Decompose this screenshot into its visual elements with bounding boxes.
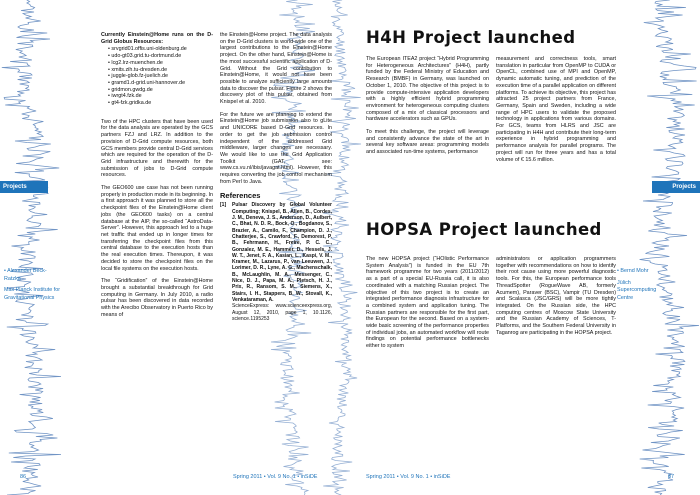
list-item: • gt4-fzk.gridka.de [108,100,213,107]
hopsa-column-1 [366,256,489,356]
page-number-left: 86 [20,474,27,480]
left-column-1 [101,32,213,324]
list-item: • juggle-glob.fz-juelich.de [108,73,213,80]
reference-item [220,202,332,322]
reference-source: ScienceExpress: www.scienceexpress.org, August 12, 2010, page 1, 10.1126, science.1195253 [232,303,332,322]
section-tab-right: Projects [652,181,700,193]
paragraph: The GEO600 use case has not been running properly in production mode in its beginning. In a first approach it was planned to store all the checkpoint files of the Einstein@Home client jobs (the GEO600 tasks) on a central database at the AIP, the so-called “AstroData-Server”. However, this approach led to a huge net traffic that ended up in longer times for transferring the checkpoint files from this central database to the execution hosts than the real execution times. Thereupon, it was decided to store the checkpoint files on the local file systems on the execution hosts. [101,185,213,272]
waveform-decoration-left [0,0,62,495]
section-tab-left: Projects [0,181,48,193]
author-affiliation: Jülich Supercomputing Centre [617,279,657,301]
resources-title: Currently Einstein@Home runs on the D-Grid Globus Resources: [101,32,213,45]
list-item: • lcg2.lrz-muenchen.de [108,60,213,67]
article-title-h4h: H4H Project launched [366,28,576,47]
left-column-2 [220,32,332,322]
paragraph: The “Gridification” of the Einstein@Home brought a substantial breakthrough for Grid computing in Germany. In July 2010, a radio pulsar has been discovered in data recorded with the Arecibo Observatory in Puerto Rico by means of [101,278,213,318]
paragraph: The European ITEA2 project “Hybrid Programming for Heterogeneous Architectures” (H4H), partly funded by the Federal Ministry of Education and Research (BMBF) in Germany, was launched on October 1, 2010. The objective of this project is to provide compute-intensive application developers with a highly efficient hybrid programming environment for heterogeneous computing clusters composed of a mix of classical processors and hardware accelerators such as GPUs. [366,56,489,123]
paragraph: measurement and correctness tools, smart translation in particular from OpenMP to CUDA or OpenCL, combined use of MPI and OpenMP, dynamic automatic tuning, and prediction of the execution time of a parallel application on different platforms. To achieve its objective, this project has attracted 25 project partners from France, Germany, Spain and Sweden, including a wide range of HPC users to validate the proposed technology in applications from various domains. For GCS, teams from HLRS and JSC are participating in H4H and contribute their long-term experience in hybrid programming and performance analysis for parallel programs. The project will run for three years and has a total volume of € 15.6 million. [496,56,616,163]
paragraph: To meet this challenge, the project will leverage and consistently advance the state of the art in several key software areas: programming models and associated run-time systems, performance [366,129,489,156]
list-item: • gramd1.d-grid.uni-hannover.de [108,80,213,87]
reference-number: [1] [220,202,227,209]
author-box-right [617,268,667,302]
author-affiliation: Max Planck Institute for Gravitational Physics [4,287,61,301]
reference-authors: Pulsar Discovery by Global Volunteer Computing; Knispel, B., Allen, B., Cordes, J. M., Deneva, J. S., Anderson, D., Aulbert, C., Bhat, N. D. R., Bock, O., Bogdanov, S., Brazier, A., Camilo, F., Champion, D. J., Chatterjee, S., Crawford, F., Demorest, P. B., Fehrmann, H., Freire, P. C. C., Gonzalez, M. E., Hammer, D., Hessels, J. W. T., Jenet, F. A., Kasian, L., Kaspi, V. M., Kramer, M., Lazarus, P., van Leeuwen, J., Lorimer, D. R., Lyne, A. G., Machenschalk, B., McLaughlin, M. A., Messenger, C., Nice, D. J., Papa, M. A., Pletsch, H. J., Prix, R., Ransom, S. M., Siemens, X., Stairs, I. H., Stappers, B. W., Stovall, K., Venkataraman, A. [232,202,332,303]
author-box-left [4,268,62,302]
footer-left: Spring 2011 • Vol. 9 No. 1 • inSiDE [233,474,318,480]
footer-right: Spring 2011 • Vol. 9 No. 1 • inSiDE [366,474,451,480]
list-item: • udo-gt03.grid.tu-dortmund.de [108,53,213,60]
h4h-column-2 [496,56,616,169]
paragraph: Two of the HPC clusters that have been used for the data analysis are operated by the GCS partners FZJ and LRZ. In addition to the provision of D-Grid compute resources, both GCS members provide central D-Grid services which are required for the operation of the D-Grid infrastructure and therewith for the submission of jobs to D-Grid compute resources. [101,118,213,179]
h4h-column-1 [366,56,489,162]
list-item: • gridmon.gwdg.de [108,87,213,94]
list-item: • srvgrid01.offis.uni-oldenburg.de [108,46,213,53]
waveform-decoration-right [638,0,700,495]
author-name: • Bernd Mohr [617,268,649,274]
list-item: • iwrgt4.fzk.de [108,93,213,100]
references-heading: References [220,191,261,201]
resources-list [101,46,213,106]
list-item: • xmits.zih.tu-dresden.de [108,67,213,74]
paragraph: administrators or application programmers together with recommendations on how to identify their root cause using more powerful diagnostic tools. For this, the European performance tools ThreadSpotter (RogueWave AB, formerly Acumem), Paraver (BSC), Vampir (TU Dresden) and Scalasca (JSC/GRS) will be more tightly integrated. On the Russian side, the HPC computing centres of Moscow State University and the Russian Academy of Sciences, T-Platforms, and the Southern Federal University in Taganrog are participating in the HOPSA project. [496,256,616,336]
paragraph: the Einstein@Home project. The data analysis on the D-Grid clusters is world-wide one of the largest contributions to the Einstein@Home project. On the other hand, Einstein@Home is the most successful scientific application of D-Grid. Without the Grid contribution to Einstein@Home, it would not have been possible to analyze sufficiently large amounts data to discover the pulsar. Figure 2 shows the discovery plot of this pulsar, obtained from Knispel et al. 2010. [220,32,332,106]
hopsa-column-2 [496,256,616,342]
paragraph: For the future we are planning to extend the Einstein@Home job submission also to gLite and UNICORE based D-Grid resources. In order to get the job submission control independent of the addressed Grid middleware, larger changes are necessary. We would like to use the Grid Application Toolkit (GAT, see: www.cs.vu.nl/ibis/javagat.html). However, this requires converting the job control mechanism from Perl to Java. [220,111,332,185]
author-name: • Alexander Beck-Ratzka [4,268,47,282]
page-number-right: 87 [668,474,675,480]
article-title-hopsa: HOPSA Project launched [366,220,602,239]
paragraph: The new HOPSA project (“HOlistic Performance System Analysis”) is funded in the EU 7th framework programme for two years (2011/2012) as a part of a special EU-Russia call, it is also coordinated with a matching Russian project. The objective of this two project is to create an integrated performance diagnosis infrastructure for a combined system and application tuning. The Russian partners are responsible for the first part, the European for the second. Based on a system-wide basic screening of the performance properties of individual jobs, an automated workflow will route findings on potential performance bottlenecks either to system [366,256,489,350]
